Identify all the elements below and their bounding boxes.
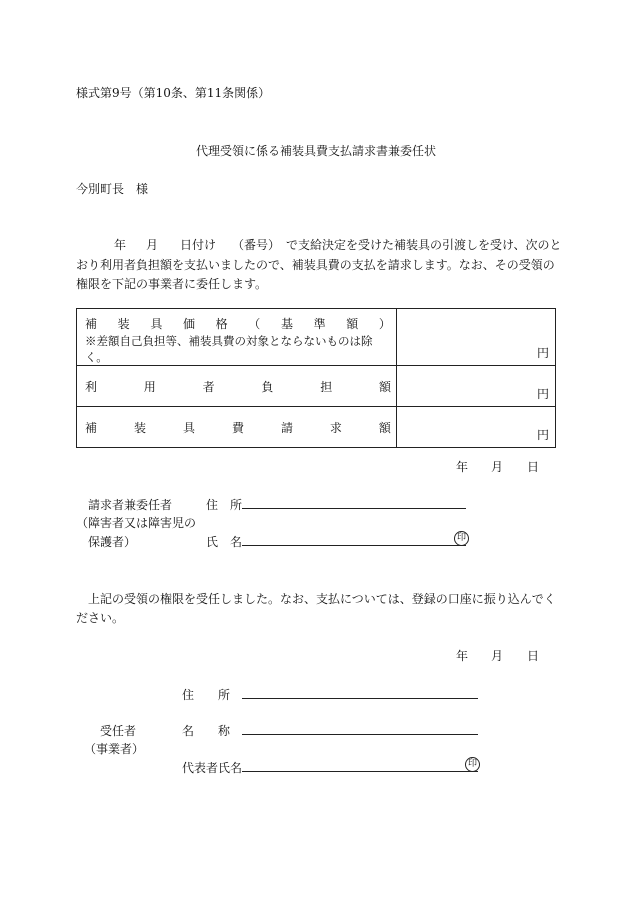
claimant-address-field[interactable]: [242, 508, 466, 509]
agent-name-field[interactable]: [242, 734, 478, 735]
agent-address-field[interactable]: [242, 698, 478, 699]
intro-day: 日付け: [180, 238, 217, 252]
date2-year: 年: [456, 649, 469, 663]
claimant-role-line2: （障害者又は障害児の: [76, 516, 197, 530]
user-burden-label: 利 用 者 負 担 額: [85, 380, 391, 394]
yen-unit: 円: [536, 387, 549, 401]
agent-rep-label: 代表者氏名: [182, 761, 243, 775]
claim-amount-value[interactable]: [397, 407, 556, 448]
fee-label-cell: [77, 407, 397, 448]
fee-table: [76, 308, 556, 448]
intro-line3: 権限を下記の事業者に委任します。: [76, 277, 268, 291]
seal-icon: 印: [465, 757, 480, 772]
standard-price-note: ※差額自己負担等、補装具費の対象とならないものは除く。: [85, 334, 373, 364]
intro-line1-rest: （番号） で支給決定を受けた補装具の引渡しを受け、次のと: [232, 238, 562, 252]
delegation-line2: ださい。: [76, 611, 125, 625]
claimant-name-label: 氏 名: [206, 535, 243, 549]
fee-label-cell: [77, 366, 397, 407]
page-title: 代理受領に係る補装具費支払請求書兼委任状: [196, 144, 437, 158]
table-row: [77, 407, 556, 448]
form-number: 様式第9号（第10条、第11条関係）: [76, 86, 271, 100]
date1-year: 年: [456, 460, 469, 474]
claimant-role: 請求者兼委任者: [88, 498, 173, 512]
intro-line2: おり利用者負担額を支払いましたので、補装具費の支払を請求します。なお、その受領の: [76, 258, 555, 272]
agent-name-label: 名 称: [182, 724, 231, 738]
date1-day: 日: [527, 460, 540, 474]
intro-month: 月: [146, 238, 159, 252]
delegation-line1: 上記の受領の権限を受任しました。なお、支払については、登録の口座に振り込んでく: [88, 592, 556, 606]
seal-icon: 印: [454, 531, 469, 546]
date2-month: 月: [491, 649, 504, 663]
standard-price-label: 補 装 具 価 格 （ 基 準 額 ）: [85, 317, 391, 331]
date2-day: 日: [527, 649, 540, 663]
user-burden-value[interactable]: [397, 366, 556, 407]
claim-amount-label: 補 装 具 費 請 求 額: [85, 421, 391, 435]
date1-month: 月: [491, 460, 504, 474]
yen-unit: 円: [536, 428, 549, 442]
agent-role: 受任者: [100, 724, 137, 738]
addressee: 今別町長 様: [76, 182, 149, 196]
intro-year: 年: [114, 238, 127, 252]
claimant-name-field[interactable]: [242, 545, 466, 546]
fee-label-cell: [77, 309, 397, 366]
claimant-address-label: 住 所: [206, 498, 243, 512]
table-row: [77, 366, 556, 407]
standard-price-value[interactable]: [397, 309, 556, 366]
agent-address-label: 住 所: [182, 688, 231, 702]
agent-rep-field[interactable]: [242, 771, 478, 772]
agent-role-line2: （事業者）: [84, 742, 145, 756]
claimant-role-line3: 保護者）: [88, 535, 137, 549]
table-row: [77, 309, 556, 366]
yen-unit: 円: [536, 346, 549, 360]
